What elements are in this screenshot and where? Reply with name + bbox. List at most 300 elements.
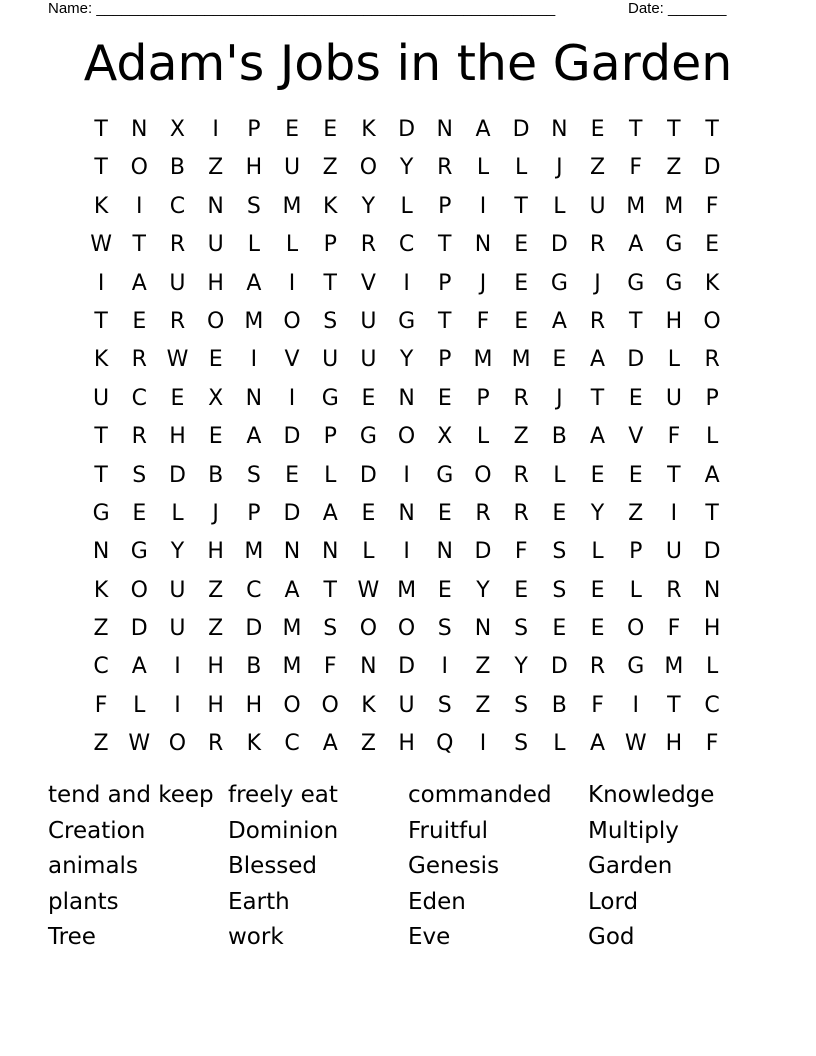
grid-letter: T <box>94 117 108 142</box>
grid-letter: D <box>474 539 492 565</box>
grid-letter: D <box>359 462 377 488</box>
grid-row <box>82 650 731 688</box>
grid-letter: T <box>590 385 605 411</box>
grid-letter: E <box>437 577 452 603</box>
grid-letter: G <box>398 308 416 334</box>
grid-letter: F <box>591 692 604 718</box>
grid-letter: D <box>168 462 186 488</box>
grid-row <box>82 190 731 228</box>
grid-letter: P <box>705 385 719 411</box>
grid-letter: N <box>131 117 148 142</box>
grid-letter: Y <box>514 654 528 680</box>
grid-letter: I <box>174 692 181 718</box>
grid-letter: W <box>357 577 380 603</box>
grid-letter: U <box>283 155 301 181</box>
word-bank-item: Fruitful <box>408 817 489 844</box>
grid-letter: N <box>436 539 454 565</box>
name-field: Name: _______________________________________________________ <box>48 0 556 17</box>
grid-letter: P <box>438 347 452 373</box>
grid-letter: S <box>132 462 147 488</box>
grid-letter: T <box>667 462 681 488</box>
grid-letter: V <box>628 424 644 450</box>
grid-letter: U <box>93 385 110 411</box>
grid-letter: D <box>398 117 416 142</box>
grid-letter: M <box>473 347 493 373</box>
grid-letter: Z <box>322 155 338 181</box>
grid-letter: Y <box>361 193 376 219</box>
grid-letter: N <box>321 539 339 565</box>
grid-letter: X <box>437 424 453 450</box>
grid-letter: N <box>703 577 721 603</box>
grid-letter: A <box>628 232 644 258</box>
grid-row <box>82 343 731 381</box>
grid-letter: A <box>322 731 338 757</box>
grid-row <box>82 689 731 727</box>
grid-letter: O <box>474 462 492 488</box>
grid-letter: J <box>212 500 219 526</box>
grid-letter: G <box>627 654 645 680</box>
grid-letter: N <box>474 232 492 258</box>
word-bank-item: commanded <box>408 782 552 808</box>
grid-letter: P <box>438 270 452 296</box>
grid-letter: L <box>171 500 184 526</box>
grid-letter: A <box>284 577 300 603</box>
grid-letter: J <box>556 385 563 411</box>
grid-letter: R <box>704 347 720 373</box>
grid-letter: I <box>479 193 487 219</box>
grid-letter: Y <box>399 347 414 373</box>
grid-letter: G <box>92 500 110 526</box>
grid-letter: G <box>321 385 339 411</box>
grid-letter: G <box>550 270 568 296</box>
grid-letter: I <box>136 193 143 219</box>
grid-letter: O <box>283 308 301 334</box>
grid-letter: M <box>397 577 417 603</box>
grid-letter: K <box>361 117 376 142</box>
grid-letter: C <box>131 385 147 411</box>
grid-letter: E <box>208 347 223 373</box>
grid-letter: O <box>283 692 301 718</box>
grid-letter: D <box>550 654 568 680</box>
grid-letter: K <box>246 731 262 757</box>
grid-letter: U <box>169 577 186 603</box>
grid-letter: E <box>132 500 147 526</box>
grid-row <box>82 497 731 535</box>
grid-letter: I <box>288 270 296 296</box>
grid-letter: B <box>169 155 186 181</box>
word-bank-item: work <box>228 924 284 950</box>
grid-letter: E <box>323 117 338 142</box>
grid-letter: R <box>131 424 147 450</box>
grid-row <box>82 420 731 458</box>
grid-letter: S <box>437 692 452 718</box>
grid-letter: K <box>93 193 109 219</box>
grid-letter: K <box>361 692 376 718</box>
grid-letter: E <box>437 500 452 526</box>
grid-letter: U <box>665 539 682 565</box>
grid-row <box>82 574 731 612</box>
grid-letter: P <box>323 424 337 450</box>
grid-letter: A <box>590 347 606 373</box>
word-bank-item: freely eat <box>228 782 338 808</box>
grid-letter: N <box>207 193 224 219</box>
grid-letter: S <box>514 731 529 757</box>
grid-letter: G <box>130 539 148 565</box>
grid-letter: N <box>398 500 415 526</box>
grid-letter: F <box>476 308 490 334</box>
grid-letter: O <box>130 155 148 181</box>
grid-letter: P <box>629 539 643 565</box>
grid-letter: Z <box>208 616 224 642</box>
grid-letter: M <box>511 347 531 373</box>
grid-letter: I <box>403 462 410 488</box>
grid-letter: S <box>323 616 338 642</box>
grid-letter: E <box>361 500 376 526</box>
grid-letter: U <box>589 193 606 219</box>
grid-letter: U <box>169 616 186 642</box>
grid-letter: Y <box>399 155 414 181</box>
grid-letter: Z <box>93 616 109 642</box>
grid-letter: T <box>667 692 681 718</box>
grid-letter: T <box>132 232 146 258</box>
grid-letter: T <box>667 117 681 142</box>
grid-letter: T <box>323 270 337 296</box>
grid-letter: C <box>169 193 186 219</box>
grid-row <box>82 151 731 189</box>
grid-letter: Q <box>436 731 454 757</box>
grid-letter: S <box>323 308 338 334</box>
grid-letter: F <box>514 539 528 565</box>
grid-letter: E <box>628 385 643 411</box>
grid-letter: S <box>514 692 529 718</box>
word-bank-item: Multiply <box>588 817 679 844</box>
grid-letter: W <box>128 731 151 757</box>
grid-letter: A <box>475 117 491 142</box>
grid-letter: O <box>627 616 645 642</box>
grid-letter: D <box>512 117 530 142</box>
grid-letter: B <box>551 424 567 450</box>
grid-letter: H <box>207 270 224 296</box>
grid-letter: O <box>130 577 148 603</box>
grid-letter: N <box>92 539 110 565</box>
grid-letter: Z <box>628 500 644 526</box>
word-bank-item: Genesis <box>408 853 500 879</box>
grid-letter: E <box>285 117 299 142</box>
grid-letter: F <box>323 654 337 680</box>
grid-letter: W <box>166 347 189 373</box>
grid-letter: M <box>282 654 302 680</box>
grid-letter: R <box>513 462 529 488</box>
word-bank-item: Knowledge <box>588 782 715 808</box>
grid-letter: O <box>703 308 721 334</box>
grid-letter: E <box>552 616 567 642</box>
grid-letter: R <box>589 232 606 258</box>
grid-letter: L <box>629 577 642 603</box>
grid-letter: N <box>551 117 568 142</box>
grid-letter: U <box>360 347 377 373</box>
grid-letter: I <box>97 270 105 296</box>
word-bank-item: Lord <box>588 888 639 915</box>
grid-row <box>82 382 731 420</box>
grid-letter: A <box>590 731 606 757</box>
grid-letter: R <box>589 654 606 680</box>
grid-letter: Z <box>475 654 491 680</box>
grid-letter: R <box>169 308 186 334</box>
grid-letter: N <box>245 385 263 411</box>
grid-letter: I <box>250 347 258 373</box>
grid-letter: G <box>665 232 683 258</box>
grid-letter: E <box>208 424 223 450</box>
grid-letter: F <box>94 692 108 718</box>
grid-letter: L <box>324 462 337 488</box>
grid-letter: S <box>437 616 452 642</box>
grid-letter: T <box>514 193 528 219</box>
grid-letter: L <box>285 232 299 258</box>
grid-letter: P <box>438 193 452 219</box>
grid-letter: D <box>283 500 301 526</box>
grid-letter: A <box>551 308 567 334</box>
grid-letter: J <box>594 270 601 296</box>
grid-letter: T <box>94 462 108 488</box>
grid-letter: A <box>322 500 338 526</box>
grid-letter: I <box>212 117 219 142</box>
word-bank-item: God <box>588 924 635 950</box>
grid-letter: N <box>474 616 492 642</box>
grid-letter: F <box>667 424 681 450</box>
grid-letter: D <box>703 155 721 181</box>
grid-letter: S <box>552 539 567 565</box>
grid-letter: K <box>93 347 109 373</box>
grid-letter: S <box>246 462 261 488</box>
grid-letter: U <box>169 270 186 296</box>
grid-letter: M <box>664 654 684 680</box>
grid-letter: L <box>400 193 413 219</box>
grid-letter: C <box>704 692 720 718</box>
grid-letter: L <box>705 424 719 450</box>
grid-letter: Z <box>589 155 606 181</box>
grid-letter: L <box>553 462 566 488</box>
grid-letter: I <box>441 654 449 680</box>
grid-letter: B <box>208 462 224 488</box>
grid-letter: F <box>705 731 719 757</box>
grid-letter: R <box>475 500 491 526</box>
grid-letter: S <box>552 577 567 603</box>
grid-letter: N <box>398 385 415 411</box>
grid-letter: L <box>476 155 490 181</box>
grid-letter: A <box>246 270 262 296</box>
word-bank-item: animals <box>48 853 138 879</box>
grid-letter: R <box>169 232 186 258</box>
grid-letter: I <box>632 692 639 718</box>
grid-letter: E <box>590 616 605 642</box>
grid-letter: O <box>321 692 339 718</box>
grid-letter: N <box>283 539 301 565</box>
grid-letter: K <box>704 270 720 296</box>
grid-letter: M <box>282 193 302 219</box>
word-bank-item: Creation <box>48 817 146 844</box>
grid-letter: O <box>397 424 416 450</box>
grid-letter: U <box>398 692 415 718</box>
grid-letter: Z <box>208 155 224 181</box>
grid-letter: T <box>438 232 452 258</box>
grid-letter: I <box>403 539 410 565</box>
grid-letter: G <box>627 270 645 296</box>
grid-letter: H <box>665 308 683 334</box>
grid-letter: T <box>94 155 108 181</box>
grid-letter: Y <box>170 539 185 565</box>
grid-letter: I <box>174 654 181 680</box>
grid-letter: A <box>131 270 147 296</box>
grid-letter: A <box>704 462 720 488</box>
word-bank-item: Eden <box>408 888 466 915</box>
word-bank-item: Garden <box>588 853 673 879</box>
grid-letter: R <box>666 577 682 603</box>
grid-letter: K <box>323 193 338 219</box>
grid-letter: D <box>283 424 301 450</box>
grid-letter: E <box>514 232 529 258</box>
grid-letter: G <box>436 462 454 488</box>
grid-letter: L <box>362 539 375 565</box>
grid-letter: E <box>590 577 605 603</box>
grid-letter: Z <box>208 577 224 603</box>
word-bank-item: tend and keep <box>48 782 214 808</box>
grid-letter: E <box>628 462 643 488</box>
grid-letter: H <box>665 731 683 757</box>
grid-letter: Z <box>513 424 529 450</box>
grid-letter: D <box>703 539 721 565</box>
grid-letter: I <box>670 500 678 526</box>
grid-letter: T <box>628 117 643 142</box>
grid-letter: E <box>552 500 567 526</box>
grid-letter: Y <box>590 500 605 526</box>
grid-letter: L <box>247 232 260 258</box>
grid-letter: R <box>437 155 453 181</box>
grid-letter: F <box>667 616 681 642</box>
grid-letter: R <box>513 500 529 526</box>
grid-letter: T <box>705 500 719 526</box>
grid-letter: H <box>169 424 186 450</box>
grid-letter: X <box>208 385 224 411</box>
grid-letter: U <box>322 347 339 373</box>
grid-letter: B <box>246 654 262 680</box>
grid-letter: O <box>359 155 378 181</box>
word-bank-item: Earth <box>228 888 290 915</box>
grid-letter: D <box>130 616 148 642</box>
grid-letter: K <box>93 577 109 603</box>
grid-letter: C <box>93 654 109 680</box>
page-title: Adam's Jobs in the Garden <box>83 35 733 92</box>
grid-letter: Z <box>475 692 491 718</box>
grid-letter: V <box>360 270 376 296</box>
word-bank-item: Dominion <box>228 817 339 844</box>
grid-letter: L <box>591 539 604 565</box>
grid-letter: O <box>397 616 416 642</box>
grid-letter: L <box>553 731 566 757</box>
grid-letter: H <box>207 654 224 680</box>
grid-row <box>82 305 731 343</box>
grid-letter: J <box>556 155 563 181</box>
grid-letter: W <box>90 232 112 258</box>
grid-letter: C <box>284 731 300 757</box>
grid-letter: T <box>94 308 108 334</box>
grid-letter: J <box>479 270 487 296</box>
grid-letter: P <box>323 232 337 258</box>
grid-letter: N <box>360 654 377 680</box>
grid-letter: E <box>514 308 529 334</box>
grid-letter: R <box>208 731 224 757</box>
grid-letter: R <box>131 347 147 373</box>
grid-row <box>82 113 731 151</box>
grid-letter: L <box>133 692 146 718</box>
grid-letter: E <box>132 308 147 334</box>
grid-letter: D <box>398 654 416 680</box>
word-bank-item: Tree <box>48 924 96 950</box>
grid-letter: T <box>628 308 643 334</box>
grid-letter: M <box>626 193 646 219</box>
grid-letter: A <box>590 424 606 450</box>
grid-letter: V <box>284 347 300 373</box>
grid-letter: E <box>514 270 529 296</box>
grid-letter: H <box>207 692 224 718</box>
word-bank-item: Eve <box>408 924 451 950</box>
grid-letter: E <box>361 385 376 411</box>
grid-letter: L <box>667 347 681 373</box>
grid-letter: E <box>514 577 529 603</box>
grid-letter: H <box>245 155 263 181</box>
grid-letter: L <box>476 424 490 450</box>
grid-letter: F <box>705 193 719 219</box>
grid-letter: D <box>550 232 568 258</box>
grid-row <box>82 459 731 497</box>
grid-letter: H <box>703 616 721 642</box>
word-bank-item: plants <box>48 888 119 915</box>
grid-letter: L <box>553 193 566 219</box>
grid-letter: E <box>170 385 185 411</box>
grid-letter: U <box>207 232 224 258</box>
grid-letter: X <box>169 117 185 142</box>
grid-letter: E <box>590 117 605 142</box>
grid-letter: U <box>360 308 377 334</box>
grid-letter: A <box>131 654 147 680</box>
grid-letter: P <box>476 385 490 411</box>
grid-letter: W <box>624 731 647 757</box>
grid-letter: R <box>360 232 377 258</box>
grid-letter: E <box>705 232 720 258</box>
grid-letter: U <box>665 385 682 411</box>
grid-letter: H <box>398 731 415 757</box>
grid-letter: I <box>288 385 296 411</box>
grid-letter: P <box>247 500 261 526</box>
grid-letter: M <box>244 308 264 334</box>
grid-letter: P <box>247 117 261 142</box>
word-bank <box>48 778 768 956</box>
letter-grid <box>82 113 731 766</box>
word-bank-item: Blessed <box>228 853 318 879</box>
grid-letter: Z <box>360 731 376 757</box>
grid-letter: M <box>244 539 264 565</box>
grid-letter: R <box>513 385 529 411</box>
grid-row <box>82 228 731 266</box>
grid-letter: A <box>246 424 262 450</box>
grid-letter: E <box>437 385 452 411</box>
grid-letter: O <box>359 616 378 642</box>
grid-letter: T <box>323 577 337 603</box>
grid-letter: Z <box>93 731 109 757</box>
grid-letter: F <box>629 155 643 181</box>
grid-letter: L <box>705 654 719 680</box>
grid-letter: I <box>403 270 410 296</box>
grid-letter: E <box>552 347 567 373</box>
